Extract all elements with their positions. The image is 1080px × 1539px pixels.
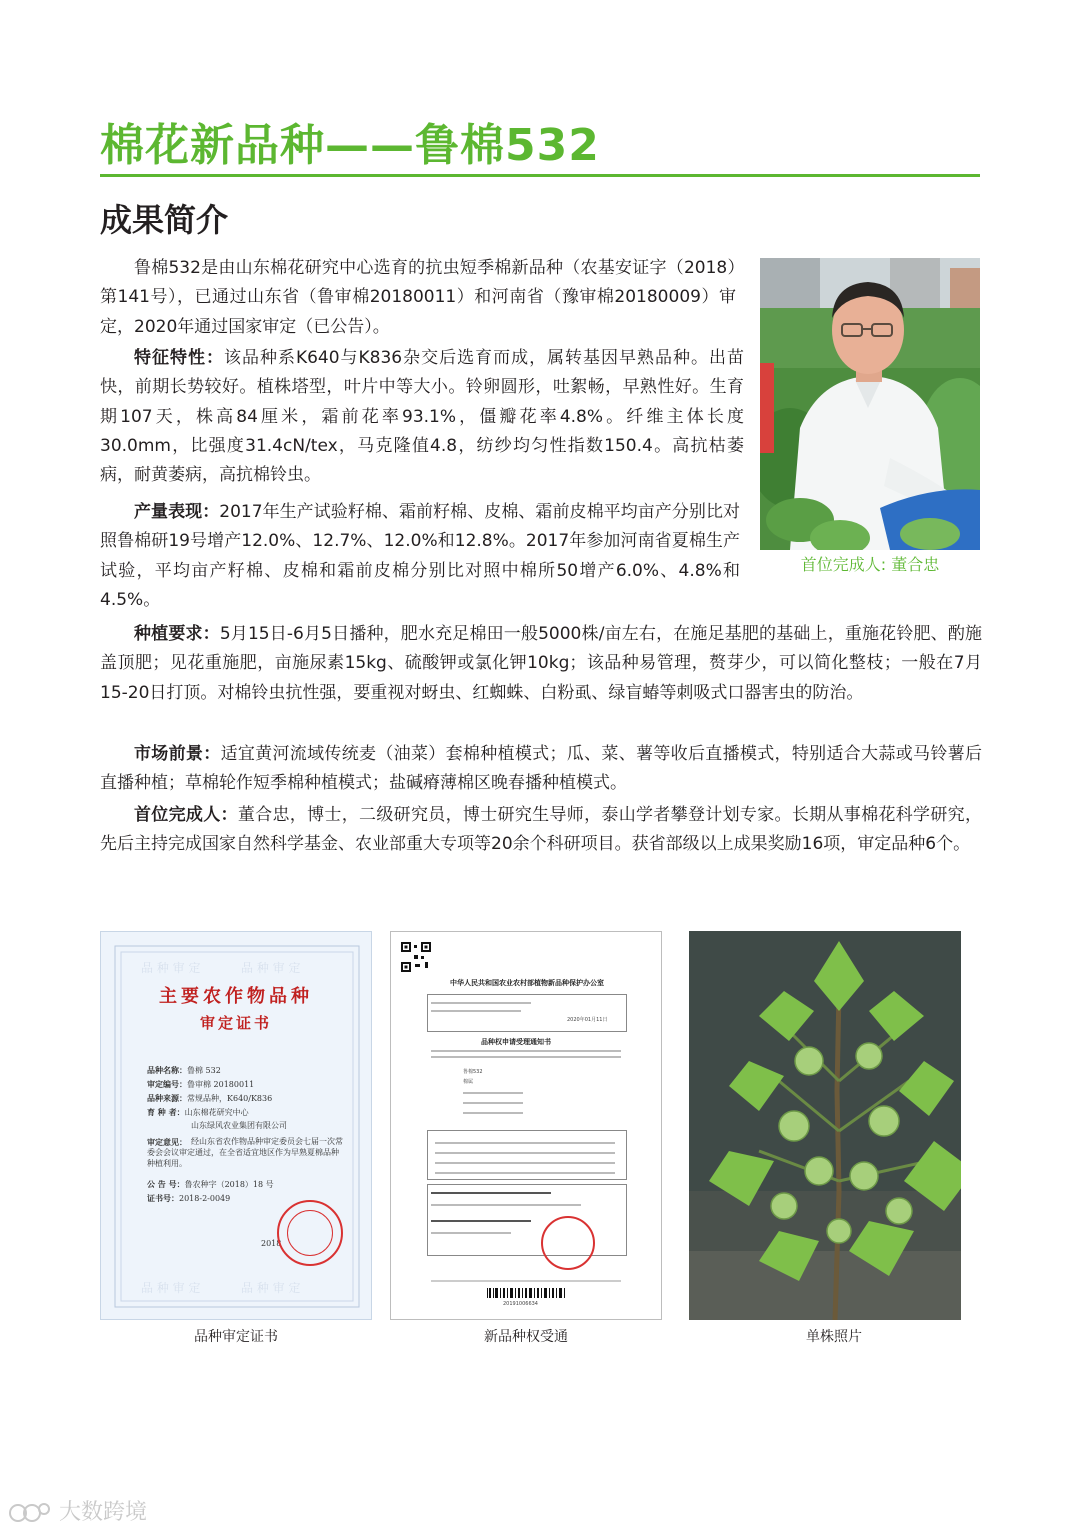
notice-line xyxy=(435,1172,615,1174)
svg-text:品 种 审 定: 品 种 审 定 xyxy=(141,961,201,975)
watermark xyxy=(8,1498,147,1528)
cert-variety-row xyxy=(147,1064,221,1077)
notice-address-box xyxy=(427,994,627,1032)
plant-caption: 单株照片 xyxy=(806,1329,862,1345)
notice-caption: 新品种权受通 xyxy=(484,1329,568,1345)
yield-paragraph xyxy=(100,498,740,615)
page-title: 棉花新品种——鲁棉532 xyxy=(100,120,600,171)
title-divider xyxy=(100,174,980,177)
notice-line xyxy=(435,1152,615,1154)
notice-crop: 棉属 xyxy=(463,1079,474,1085)
notice-line xyxy=(463,1112,523,1114)
notice-date: 2020年01月11日 xyxy=(567,1017,608,1023)
certificate-title: 主要农作物品种 xyxy=(159,986,313,1007)
cert-variety-label: 品种名称： xyxy=(147,1065,187,1075)
lead-label: 首位完成人： xyxy=(134,805,238,825)
notice-line xyxy=(431,1056,621,1058)
notice-line xyxy=(431,1050,621,1052)
cert-no-label: 证书号： xyxy=(147,1193,179,1203)
cert-notice-row xyxy=(147,1178,274,1191)
certificate-seal-inner xyxy=(287,1210,333,1256)
portrait-caption: 首位完成人: 董合忠 xyxy=(800,555,940,574)
cert-source-label: 品种来源： xyxy=(147,1093,187,1103)
cert-code-row xyxy=(147,1078,254,1091)
lead-text: 董合忠，博士，二级研究员，博士研究生导师，泰山学者攀登计划专家。长期从事棉花科学研究，先后主持完成国家自然科学基金、农业部重大专项等20余个科研项目。获省部级以上成果奖励16项，审定品种6个。 xyxy=(100,805,982,855)
cert-opinion-value: 经山东省农作物品种审定委员会七届一次常委会会议审定通过，在全省适宜地区作为早熟夏棉品种种植利用。 xyxy=(147,1137,343,1168)
planting-paragraph xyxy=(100,620,982,708)
watermark-text: 大数跨境 xyxy=(59,1500,148,1525)
watermark-logo-icon xyxy=(8,1500,52,1526)
cert-notice-value: 鲁农种字（2018）18 号 xyxy=(184,1180,274,1189)
cert-source-value: 常规品种，K640/K836 xyxy=(187,1094,273,1103)
features-text: 该品种系K640与K836杂交后选育而成，属转基因早熟品种。出苗快，前期长势较好。植株塔型，叶片中等大小。铃卵圆形，吐絮畅，早熟性好。生育期107天，株高84厘米，霜前花率93.1%，僵瓣花率4.8%。纤维主体长度30.0mm，比强度31.4cN/tex，马克隆值4.8，纺纱均匀性指数150.4。高抗枯萎病，耐黄萎病，高抗棉铃虫。 xyxy=(100,348,744,486)
planting-label: 种植要求： xyxy=(134,624,220,644)
market-label: 市场前景： xyxy=(134,744,221,764)
notice-doc-header: 中华人民共和国农业农村部植物新品种保护办公室 xyxy=(450,979,604,987)
cert-no-value: 2018-2-0049 xyxy=(179,1194,231,1203)
cert-code-value: 鲁审棉 20180011 xyxy=(187,1080,255,1089)
notice-doc-title: 品种权申请受理通知书 xyxy=(481,1038,551,1046)
lead-paragraph xyxy=(100,801,982,860)
notice-line xyxy=(463,1092,523,1094)
features-label: 特征特性： xyxy=(134,348,224,368)
cert-no-row xyxy=(147,1192,230,1205)
yield-label: 产量表现： xyxy=(134,502,220,522)
notice-document-image xyxy=(390,931,662,1320)
cert-variety-value: 鲁棉 532 xyxy=(187,1066,221,1075)
cert-source-row xyxy=(147,1092,272,1105)
cert-notice-label: 公 告 号： xyxy=(147,1179,185,1189)
certificate-caption: 品种审定证书 xyxy=(194,1329,278,1345)
notice-line xyxy=(431,1010,521,1012)
certificate-subtitle: 审定证书 xyxy=(199,1014,272,1032)
cotton-plant-illustration xyxy=(689,931,961,1320)
cert-breeder-1: 山东棉花研究中心 xyxy=(184,1108,249,1117)
notice-line xyxy=(431,1192,551,1194)
svg-text:品 种 审 定: 品 种 审 定 xyxy=(141,1281,201,1295)
notice-line xyxy=(431,1232,511,1234)
notice-line xyxy=(431,1204,581,1206)
notice-line xyxy=(463,1102,523,1104)
planting-text: 5月15日-6月5日播种，肥水充足棉田一般5000株/亩左右，在施足基肥的基础上，重施花铃肥、酌施盖顶肥；见花重施肥，亩施尿素15kg、硫酸钾或氯化钾10kg；该品种易管理，赘芽少，可以简化整枝；一般在7月15-20日打顶。对棉铃虫抗性强，要重视对蚜虫、红蜘蛛、白粉虱、绿盲蝽等刺吸式口器害虫的防治。 xyxy=(100,624,982,703)
market-paragraph xyxy=(100,740,982,799)
cert-date: 2018 xyxy=(261,1239,282,1248)
barcode-number: 20191006634 xyxy=(503,1301,538,1307)
notice-line xyxy=(435,1162,615,1164)
svg-text:品 种 审 定: 品 种 审 定 xyxy=(241,961,301,975)
notice-seal xyxy=(541,1216,595,1270)
notice-variety: 鲁棉532 xyxy=(463,1069,483,1075)
plant-photo xyxy=(689,931,961,1320)
features-paragraph xyxy=(100,344,744,490)
notice-line xyxy=(435,1142,615,1144)
cert-opinion-label-text: 审定意见： xyxy=(147,1137,187,1147)
cert-breeder-row xyxy=(147,1106,249,1119)
notice-line xyxy=(431,1220,531,1222)
portrait-illustration xyxy=(760,258,980,550)
cert-breeder-2: 山东绿风农业集团有限公司 xyxy=(191,1121,287,1130)
notice-line xyxy=(431,1002,531,1004)
portrait-photo xyxy=(760,258,980,550)
qr-code-icon xyxy=(401,942,431,972)
barcode-icon xyxy=(487,1288,567,1298)
svg-text:品 种 审 定: 品 种 审 定 xyxy=(241,1281,301,1295)
yield-text: 2017年生产试验籽棉、霜前籽棉、皮棉、霜前皮棉平均亩产分别比对照鲁棉研19号增产12.0%、12.7%、12.0%和12.8%。2017年参加河南省夏棉生产试验，平均亩产籽棉、皮棉和霜前皮棉分别比对照中棉所50增产6.0%、4.8%和4.5%。 xyxy=(100,502,740,610)
notice-footer-line xyxy=(431,1280,621,1282)
section-heading: 成果简介 xyxy=(100,201,229,239)
market-text: 适宜黄河流域传统麦（油菜）套棉种植模式；瓜、菜、薯等收后直播模式，特别适合大蒜或马铃薯后直播种植；草棉轮作短季棉种植模式；盐碱瘠薄棉区晚春播种植模式。 xyxy=(100,744,982,794)
cert-breeder-label: 育 种 者： xyxy=(147,1107,185,1117)
certificate-image xyxy=(100,931,372,1320)
intro-paragraph: 鲁棉532是由山东棉花研究中心选育的抗虫短季棉新品种（农基安证字（2018）第141号），已通过山东省（鲁审棉20180011）和河南省（豫审棉20180009）审定，2020年通过国家审定（已公告）。 xyxy=(100,258,736,337)
cert-code-label: 审定编号： xyxy=(147,1079,187,1089)
